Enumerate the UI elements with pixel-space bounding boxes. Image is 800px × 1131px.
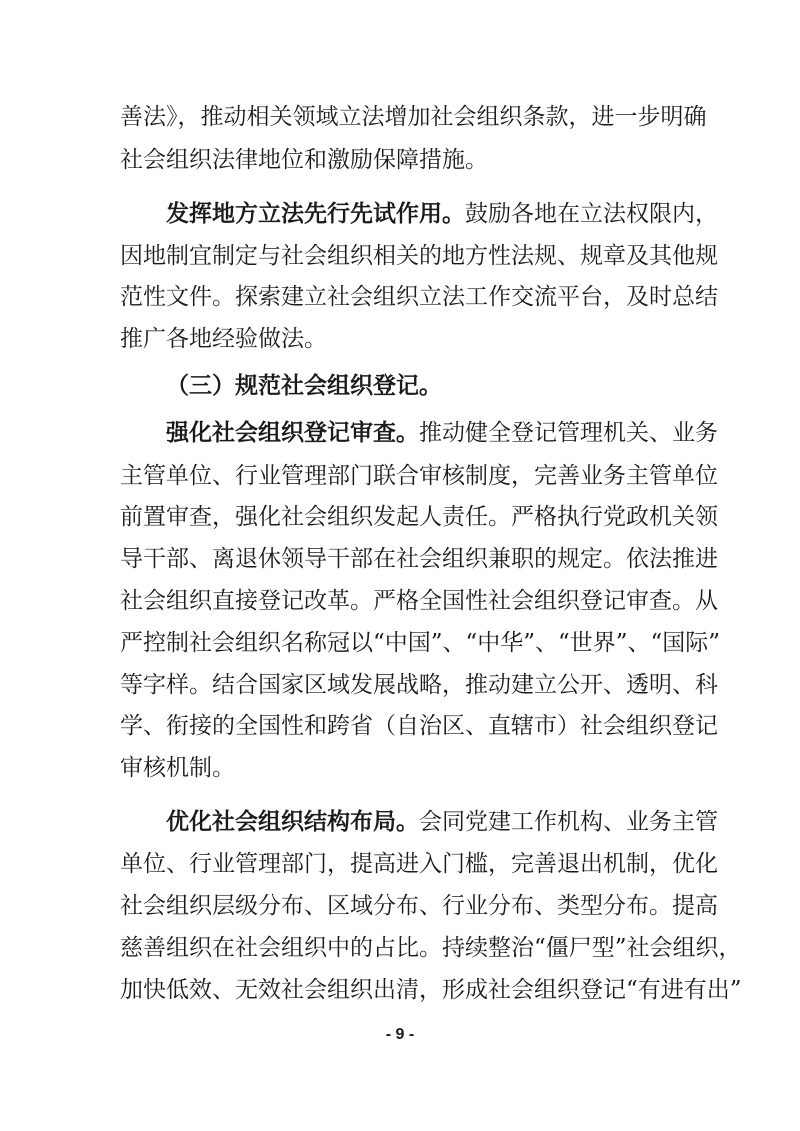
- paragraph-line: [166, 417, 718, 449]
- paragraph-line: 前置审查，强化社会组织发起人责任。严格执行党政机关领: [120, 504, 718, 530]
- paragraph-line: 范性文件。探索建立社会组织立法工作交流平台，及时总结: [120, 284, 718, 310]
- paragraph-line: 社会组织法律地位和激励保障措施。: [120, 147, 488, 173]
- paragraph-line: 单位、行业管理部门，提高进入门槛，完善退出机制，优化: [120, 851, 718, 877]
- paragraph-line: 因地制宜制定与社会组织相关的地方性法规、规章及其他规: [120, 243, 718, 269]
- paragraph-lead-heading: 优化社会组织结构布局。: [166, 809, 419, 835]
- paragraph-line: 社会组织直接登记改革。严格全国性社会组织登记审查。从: [120, 588, 718, 614]
- section-heading: （三）规范社会组织登记。: [166, 373, 442, 399]
- paragraph-text: 鼓励各地在立法权限内，: [465, 201, 718, 227]
- paragraph-text: 推动健全登记管理机关、业务: [419, 420, 718, 446]
- paragraph-lead-heading: 强化社会组织登记审查。: [166, 420, 419, 446]
- paragraph-line: 等字样。结合国家区域发展战略，推动建立公开、透明、科: [120, 672, 718, 698]
- paragraph-text: 会同党建工作机构、业务主管: [419, 809, 718, 835]
- paragraph-line: 学、衔接的全国性和跨省（自治区、直辖市）社会组织登记: [120, 713, 718, 739]
- paragraph-line: [166, 198, 718, 230]
- paragraph-line: 严控制社会组织名称冠以“中国”、“中华”、“世界”、“国际”: [120, 630, 721, 656]
- paragraph-line: [166, 806, 718, 838]
- paragraph-line: 善法》，推动相关领域立法增加社会组织条款，进一步明确: [120, 104, 707, 130]
- paragraph-line: 推广各地经验做法。: [120, 326, 327, 352]
- paragraph-line: 主管单位、行业管理部门联合审核制度，完善业务主管单位: [120, 463, 718, 489]
- paragraph-lead-heading: 发挥地方立法先行先试作用。: [166, 201, 465, 227]
- paragraph-line: 导干部、离退休领导干部在社会组织兼职的规定。依法推进: [120, 546, 718, 572]
- paragraph-line: 社会组织层级分布、区域分布、行业分布、类型分布。提高: [120, 893, 718, 919]
- paragraph-line: 审核机制。: [120, 755, 235, 781]
- paragraph-line: 加快低效、无效社会组织出清，形成社会组织登记“有进有出”: [120, 977, 742, 1003]
- page-number: - 9 -: [385, 1026, 415, 1043]
- paragraph-line: 慈善组织在社会组织中的占比。持续整治“僵尸型”社会组织，: [120, 935, 742, 961]
